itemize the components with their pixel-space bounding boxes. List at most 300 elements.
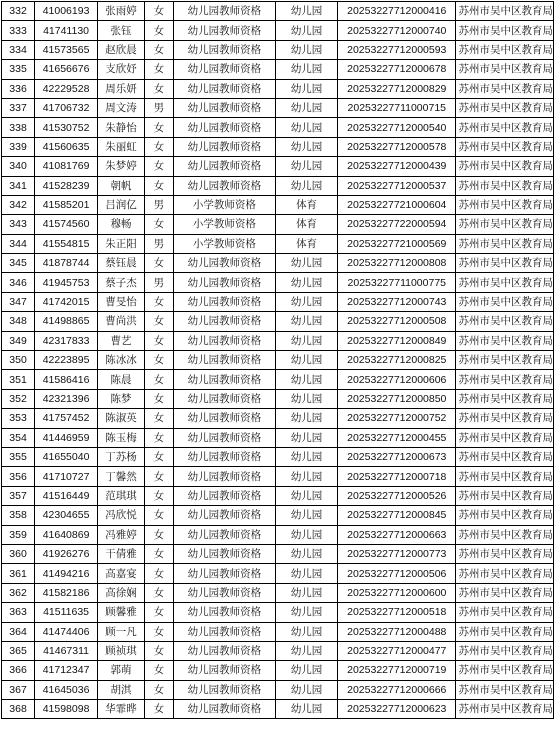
gender-cell: 女 bbox=[145, 486, 174, 505]
gender-cell: 女 bbox=[145, 137, 174, 156]
name-cell: 朱正阳 bbox=[98, 234, 145, 253]
gender-cell: 女 bbox=[145, 215, 174, 234]
exam-id-cell: 41586416 bbox=[35, 370, 98, 389]
row-number-cell: 335 bbox=[2, 60, 35, 79]
name-cell: 陈梦 bbox=[98, 389, 145, 408]
certificate-number-cell: 20253227721000604 bbox=[338, 195, 456, 214]
issuing-authority-cell: 苏州市吴中区教育局 bbox=[456, 98, 554, 117]
name-cell: 华霏晔 bbox=[98, 700, 145, 719]
row-number-cell: 364 bbox=[2, 622, 35, 641]
gender-cell: 男 bbox=[145, 195, 174, 214]
row-number-cell: 346 bbox=[2, 273, 35, 292]
certificate-number-cell: 20253227712000606 bbox=[338, 370, 456, 389]
gender-cell: 女 bbox=[145, 118, 174, 137]
table-body bbox=[2, 2, 554, 719]
table-row bbox=[2, 273, 554, 292]
exam-id-cell: 41516449 bbox=[35, 486, 98, 505]
exam-id-cell: 41006193 bbox=[35, 2, 98, 21]
exam-id-cell: 41554815 bbox=[35, 234, 98, 253]
row-number-cell: 356 bbox=[2, 467, 35, 486]
row-number-cell: 366 bbox=[2, 661, 35, 680]
table-row bbox=[2, 486, 554, 505]
row-number-cell: 339 bbox=[2, 137, 35, 156]
name-cell: 朱梦婷 bbox=[98, 157, 145, 176]
certificate-number-cell: 20253227712000719 bbox=[338, 661, 456, 680]
name-cell: 朱丽虹 bbox=[98, 137, 145, 156]
subject-cell: 幼儿园 bbox=[276, 273, 338, 292]
gender-cell: 女 bbox=[145, 40, 174, 59]
certificate-number-cell: 20253227712000743 bbox=[338, 292, 456, 311]
row-number-cell: 343 bbox=[2, 215, 35, 234]
certificate-number-cell: 20253227712000506 bbox=[338, 564, 456, 583]
table-row bbox=[2, 137, 554, 156]
certificate-type-cell: 幼儿园教师资格 bbox=[173, 2, 275, 21]
subject-cell: 幼儿园 bbox=[276, 331, 338, 350]
row-number-cell: 350 bbox=[2, 351, 35, 370]
table-row bbox=[2, 2, 554, 21]
certificate-type-cell: 幼儿园教师资格 bbox=[173, 428, 275, 447]
name-cell: 蔡子杰 bbox=[98, 273, 145, 292]
name-cell: 周乐妍 bbox=[98, 79, 145, 98]
certificate-number-cell: 20253227712000673 bbox=[338, 447, 456, 466]
exam-id-cell: 42304655 bbox=[35, 506, 98, 525]
name-cell: 顾馨雅 bbox=[98, 603, 145, 622]
row-number-cell: 336 bbox=[2, 79, 35, 98]
certificate-table bbox=[1, 1, 554, 719]
table-row bbox=[2, 60, 554, 79]
certificate-number-cell: 20253227712000740 bbox=[338, 21, 456, 40]
certificate-number-cell: 20253227712000718 bbox=[338, 467, 456, 486]
issuing-authority-cell: 苏州市吴中区教育局 bbox=[456, 370, 554, 389]
subject-cell: 幼儿园 bbox=[276, 389, 338, 408]
row-number-cell: 344 bbox=[2, 234, 35, 253]
gender-cell: 女 bbox=[145, 603, 174, 622]
row-number-cell: 365 bbox=[2, 641, 35, 660]
row-number-cell: 358 bbox=[2, 506, 35, 525]
exam-id-cell: 41710727 bbox=[35, 467, 98, 486]
exam-id-cell: 41656676 bbox=[35, 60, 98, 79]
gender-cell: 女 bbox=[145, 428, 174, 447]
issuing-authority-cell: 苏州市吴中区教育局 bbox=[456, 467, 554, 486]
table-row bbox=[2, 564, 554, 583]
table-row bbox=[2, 98, 554, 117]
subject-cell: 幼儿园 bbox=[276, 506, 338, 525]
issuing-authority-cell: 苏州市吴中区教育局 bbox=[456, 583, 554, 602]
certificate-number-cell: 20253227712000416 bbox=[338, 2, 456, 21]
gender-cell: 女 bbox=[145, 79, 174, 98]
table-row bbox=[2, 661, 554, 680]
table-row bbox=[2, 622, 554, 641]
table-row bbox=[2, 447, 554, 466]
gender-cell: 女 bbox=[145, 544, 174, 563]
exam-id-cell: 41081769 bbox=[35, 157, 98, 176]
certificate-number-cell: 20253227722000594 bbox=[338, 215, 456, 234]
certificate-type-cell: 幼儿园教师资格 bbox=[173, 641, 275, 660]
exam-id-cell: 41446959 bbox=[35, 428, 98, 447]
table-row bbox=[2, 157, 554, 176]
table-row bbox=[2, 544, 554, 563]
name-cell: 高嘉宴 bbox=[98, 564, 145, 583]
certificate-type-cell: 幼儿园教师资格 bbox=[173, 40, 275, 59]
subject-cell: 幼儿园 bbox=[276, 583, 338, 602]
row-number-cell: 355 bbox=[2, 447, 35, 466]
subject-cell: 幼儿园 bbox=[276, 467, 338, 486]
certificate-number-cell: 20253227712000829 bbox=[338, 79, 456, 98]
name-cell: 干倩雅 bbox=[98, 544, 145, 563]
certificate-number-cell: 20253227712000600 bbox=[338, 583, 456, 602]
row-number-cell: 352 bbox=[2, 389, 35, 408]
table-row bbox=[2, 603, 554, 622]
exam-id-cell: 41560635 bbox=[35, 137, 98, 156]
row-number-cell: 340 bbox=[2, 157, 35, 176]
subject-cell: 幼儿园 bbox=[276, 79, 338, 98]
certificate-number-cell: 20253227712000508 bbox=[338, 312, 456, 331]
certificate-type-cell: 幼儿园教师资格 bbox=[173, 157, 275, 176]
name-cell: 周文涛 bbox=[98, 98, 145, 117]
name-cell: 胡淇 bbox=[98, 680, 145, 699]
certificate-type-cell: 幼儿园教师资格 bbox=[173, 98, 275, 117]
exam-id-cell: 41706732 bbox=[35, 98, 98, 117]
certificate-type-cell: 幼儿园教师资格 bbox=[173, 661, 275, 680]
subject-cell: 幼儿园 bbox=[276, 312, 338, 331]
certificate-number-cell: 20253227712000850 bbox=[338, 389, 456, 408]
name-cell: 冯雅婷 bbox=[98, 525, 145, 544]
exam-id-cell: 41645036 bbox=[35, 680, 98, 699]
subject-cell: 幼儿园 bbox=[276, 700, 338, 719]
issuing-authority-cell: 苏州市吴中区教育局 bbox=[456, 79, 554, 98]
table-row bbox=[2, 254, 554, 273]
certificate-number-cell: 20253227712000518 bbox=[338, 603, 456, 622]
subject-cell: 幼儿园 bbox=[276, 680, 338, 699]
certificate-type-cell: 幼儿园教师资格 bbox=[173, 389, 275, 408]
exam-id-cell: 41573565 bbox=[35, 40, 98, 59]
name-cell: 陈玉梅 bbox=[98, 428, 145, 447]
exam-id-cell: 41528239 bbox=[35, 176, 98, 195]
row-number-cell: 368 bbox=[2, 700, 35, 719]
issuing-authority-cell: 苏州市吴中区教育局 bbox=[456, 21, 554, 40]
issuing-authority-cell: 苏州市吴中区教育局 bbox=[456, 292, 554, 311]
table-row bbox=[2, 506, 554, 525]
gender-cell: 女 bbox=[145, 254, 174, 273]
name-cell: 朱静怡 bbox=[98, 118, 145, 137]
subject-cell: 幼儿园 bbox=[276, 157, 338, 176]
certificate-number-cell: 20253227711000775 bbox=[338, 273, 456, 292]
gender-cell: 女 bbox=[145, 622, 174, 641]
certificate-number-cell: 20253227712000488 bbox=[338, 622, 456, 641]
gender-cell: 女 bbox=[145, 370, 174, 389]
certificate-type-cell: 幼儿园教师资格 bbox=[173, 292, 275, 311]
subject-cell: 幼儿园 bbox=[276, 176, 338, 195]
issuing-authority-cell: 苏州市吴中区教育局 bbox=[456, 603, 554, 622]
exam-id-cell: 42223895 bbox=[35, 351, 98, 370]
exam-id-cell: 41741130 bbox=[35, 21, 98, 40]
issuing-authority-cell: 苏州市吴中区教育局 bbox=[456, 195, 554, 214]
certificate-number-cell: 20253227712000849 bbox=[338, 331, 456, 350]
row-number-cell: 362 bbox=[2, 583, 35, 602]
issuing-authority-cell: 苏州市吴中区教育局 bbox=[456, 622, 554, 641]
table-row bbox=[2, 467, 554, 486]
gender-cell: 男 bbox=[145, 273, 174, 292]
row-number-cell: 357 bbox=[2, 486, 35, 505]
name-cell: 曹尚洪 bbox=[98, 312, 145, 331]
certificate-type-cell: 小学教师资格 bbox=[173, 195, 275, 214]
name-cell: 支欣妤 bbox=[98, 60, 145, 79]
exam-id-cell: 41742015 bbox=[35, 292, 98, 311]
issuing-authority-cell: 苏州市吴中区教育局 bbox=[456, 215, 554, 234]
table-row bbox=[2, 331, 554, 350]
name-cell: 曹艺 bbox=[98, 331, 145, 350]
row-number-cell: 359 bbox=[2, 525, 35, 544]
certificate-type-cell: 幼儿园教师资格 bbox=[173, 331, 275, 350]
name-cell: 蔡钰晨 bbox=[98, 254, 145, 273]
table-row bbox=[2, 525, 554, 544]
exam-id-cell: 41598098 bbox=[35, 700, 98, 719]
exam-id-cell: 41467311 bbox=[35, 641, 98, 660]
gender-cell: 女 bbox=[145, 467, 174, 486]
certificate-type-cell: 幼儿园教师资格 bbox=[173, 137, 275, 156]
gender-cell: 女 bbox=[145, 525, 174, 544]
issuing-authority-cell: 苏州市吴中区教育局 bbox=[456, 312, 554, 331]
issuing-authority-cell: 苏州市吴中区教育局 bbox=[456, 564, 554, 583]
gender-cell: 女 bbox=[145, 447, 174, 466]
exam-id-cell: 41926276 bbox=[35, 544, 98, 563]
issuing-authority-cell: 苏州市吴中区教育局 bbox=[456, 40, 554, 59]
issuing-authority-cell: 苏州市吴中区教育局 bbox=[456, 506, 554, 525]
gender-cell: 女 bbox=[145, 564, 174, 583]
subject-cell: 幼儿园 bbox=[276, 118, 338, 137]
table-row bbox=[2, 370, 554, 389]
issuing-authority-cell: 苏州市吴中区教育局 bbox=[456, 351, 554, 370]
row-number-cell: 337 bbox=[2, 98, 35, 117]
table-row bbox=[2, 312, 554, 331]
row-number-cell: 332 bbox=[2, 2, 35, 21]
certificate-number-cell: 20253227712000773 bbox=[338, 544, 456, 563]
name-cell: 朝帆 bbox=[98, 176, 145, 195]
issuing-authority-cell: 苏州市吴中区教育局 bbox=[456, 700, 554, 719]
table-row bbox=[2, 641, 554, 660]
certificate-type-cell: 幼儿园教师资格 bbox=[173, 486, 275, 505]
name-cell: 郭萌 bbox=[98, 661, 145, 680]
subject-cell: 幼儿园 bbox=[276, 137, 338, 156]
issuing-authority-cell: 苏州市吴中区教育局 bbox=[456, 137, 554, 156]
row-number-cell: 351 bbox=[2, 370, 35, 389]
certificate-type-cell: 幼儿园教师资格 bbox=[173, 525, 275, 544]
gender-cell: 女 bbox=[145, 351, 174, 370]
issuing-authority-cell: 苏州市吴中区教育局 bbox=[456, 680, 554, 699]
certificate-number-cell: 20253227712000540 bbox=[338, 118, 456, 137]
exam-id-cell: 41712347 bbox=[35, 661, 98, 680]
certificate-number-cell: 20253227712000752 bbox=[338, 409, 456, 428]
row-number-cell: 334 bbox=[2, 40, 35, 59]
gender-cell: 女 bbox=[145, 661, 174, 680]
subject-cell: 幼儿园 bbox=[276, 370, 338, 389]
name-cell: 赵欣晨 bbox=[98, 40, 145, 59]
row-number-cell: 338 bbox=[2, 118, 35, 137]
issuing-authority-cell: 苏州市吴中区教育局 bbox=[456, 661, 554, 680]
subject-cell: 幼儿园 bbox=[276, 254, 338, 273]
certificate-number-cell: 20253227712000663 bbox=[338, 525, 456, 544]
certificate-type-cell: 幼儿园教师资格 bbox=[173, 544, 275, 563]
issuing-authority-cell: 苏州市吴中区教育局 bbox=[456, 234, 554, 253]
gender-cell: 女 bbox=[145, 60, 174, 79]
table-row bbox=[2, 351, 554, 370]
certificate-type-cell: 幼儿园教师资格 bbox=[173, 467, 275, 486]
table-row bbox=[2, 118, 554, 137]
name-cell: 张钰 bbox=[98, 21, 145, 40]
table-row bbox=[2, 215, 554, 234]
issuing-authority-cell: 苏州市吴中区教育局 bbox=[456, 447, 554, 466]
name-cell: 张雨婷 bbox=[98, 2, 145, 21]
row-number-cell: 342 bbox=[2, 195, 35, 214]
exam-id-cell: 41640869 bbox=[35, 525, 98, 544]
subject-cell: 幼儿园 bbox=[276, 21, 338, 40]
exam-id-cell: 41878744 bbox=[35, 254, 98, 273]
exam-id-cell: 41582186 bbox=[35, 583, 98, 602]
certificate-type-cell: 小学教师资格 bbox=[173, 234, 275, 253]
name-cell: 曹旻怡 bbox=[98, 292, 145, 311]
row-number-cell: 363 bbox=[2, 603, 35, 622]
table-row bbox=[2, 21, 554, 40]
issuing-authority-cell: 苏州市吴中区教育局 bbox=[456, 118, 554, 137]
table-row bbox=[2, 409, 554, 428]
certificate-type-cell: 幼儿园教师资格 bbox=[173, 370, 275, 389]
table-row bbox=[2, 79, 554, 98]
issuing-authority-cell: 苏州市吴中区教育局 bbox=[456, 331, 554, 350]
name-cell: 高徐娴 bbox=[98, 583, 145, 602]
exam-id-cell: 41585201 bbox=[35, 195, 98, 214]
certificate-number-cell: 20253227712000666 bbox=[338, 680, 456, 699]
gender-cell: 女 bbox=[145, 21, 174, 40]
table-row bbox=[2, 680, 554, 699]
gender-cell: 女 bbox=[145, 641, 174, 660]
subject-cell: 幼儿园 bbox=[276, 661, 338, 680]
subject-cell: 幼儿园 bbox=[276, 525, 338, 544]
issuing-authority-cell: 苏州市吴中区教育局 bbox=[456, 60, 554, 79]
gender-cell: 女 bbox=[145, 583, 174, 602]
exam-id-cell: 41757452 bbox=[35, 409, 98, 428]
subject-cell: 幼儿园 bbox=[276, 2, 338, 21]
name-cell: 丁馨然 bbox=[98, 467, 145, 486]
subject-cell: 幼儿园 bbox=[276, 292, 338, 311]
name-cell: 丁苏杨 bbox=[98, 447, 145, 466]
subject-cell: 体育 bbox=[276, 195, 338, 214]
name-cell: 陈晨 bbox=[98, 370, 145, 389]
row-number-cell: 353 bbox=[2, 409, 35, 428]
certificate-type-cell: 幼儿园教师资格 bbox=[173, 254, 275, 273]
certificate-type-cell: 幼儿园教师资格 bbox=[173, 312, 275, 331]
subject-cell: 幼儿园 bbox=[276, 351, 338, 370]
gender-cell: 女 bbox=[145, 389, 174, 408]
certificate-number-cell: 20253227712000455 bbox=[338, 428, 456, 447]
issuing-authority-cell: 苏州市吴中区教育局 bbox=[456, 641, 554, 660]
certificate-number-cell: 20253227712000845 bbox=[338, 506, 456, 525]
issuing-authority-cell: 苏州市吴中区教育局 bbox=[456, 2, 554, 21]
gender-cell: 女 bbox=[145, 680, 174, 699]
table-row bbox=[2, 195, 554, 214]
table-row bbox=[2, 389, 554, 408]
issuing-authority-cell: 苏州市吴中区教育局 bbox=[456, 428, 554, 447]
gender-cell: 女 bbox=[145, 331, 174, 350]
certificate-type-cell: 幼儿园教师资格 bbox=[173, 409, 275, 428]
exam-id-cell: 41498865 bbox=[35, 312, 98, 331]
row-number-cell: 348 bbox=[2, 312, 35, 331]
page bbox=[1, 1, 554, 719]
subject-cell: 幼儿园 bbox=[276, 603, 338, 622]
certificate-number-cell: 20253227712000623 bbox=[338, 700, 456, 719]
gender-cell: 女 bbox=[145, 506, 174, 525]
exam-id-cell: 41574560 bbox=[35, 215, 98, 234]
subject-cell: 幼儿园 bbox=[276, 641, 338, 660]
exam-id-cell: 41494216 bbox=[35, 564, 98, 583]
certificate-type-cell: 幼儿园教师资格 bbox=[173, 351, 275, 370]
table-row bbox=[2, 583, 554, 602]
exam-id-cell: 41474406 bbox=[35, 622, 98, 641]
row-number-cell: 341 bbox=[2, 176, 35, 195]
certificate-type-cell: 幼儿园教师资格 bbox=[173, 622, 275, 641]
name-cell: 吕润亿 bbox=[98, 195, 145, 214]
certificate-type-cell: 幼儿园教师资格 bbox=[173, 447, 275, 466]
subject-cell: 体育 bbox=[276, 234, 338, 253]
certificate-type-cell: 幼儿园教师资格 bbox=[173, 273, 275, 292]
row-number-cell: 367 bbox=[2, 680, 35, 699]
certificate-number-cell: 20253227712000477 bbox=[338, 641, 456, 660]
certificate-type-cell: 幼儿园教师资格 bbox=[173, 564, 275, 583]
table-row bbox=[2, 292, 554, 311]
name-cell: 陈冰冰 bbox=[98, 351, 145, 370]
certificate-number-cell: 20253227712000593 bbox=[338, 40, 456, 59]
exam-id-cell: 41655040 bbox=[35, 447, 98, 466]
table-row bbox=[2, 40, 554, 59]
certificate-type-cell: 幼儿园教师资格 bbox=[173, 700, 275, 719]
name-cell: 顾祯琪 bbox=[98, 641, 145, 660]
gender-cell: 女 bbox=[145, 409, 174, 428]
gender-cell: 女 bbox=[145, 157, 174, 176]
gender-cell: 女 bbox=[145, 700, 174, 719]
name-cell: 穆畅 bbox=[98, 215, 145, 234]
subject-cell: 幼儿园 bbox=[276, 98, 338, 117]
row-number-cell: 360 bbox=[2, 544, 35, 563]
certificate-number-cell: 20253227712000526 bbox=[338, 486, 456, 505]
subject-cell: 体育 bbox=[276, 215, 338, 234]
certificate-type-cell: 幼儿园教师资格 bbox=[173, 79, 275, 98]
certificate-type-cell: 小学教师资格 bbox=[173, 215, 275, 234]
gender-cell: 女 bbox=[145, 2, 174, 21]
certificate-type-cell: 幼儿园教师资格 bbox=[173, 21, 275, 40]
certificate-number-cell: 20253227712000808 bbox=[338, 254, 456, 273]
issuing-authority-cell: 苏州市吴中区教育局 bbox=[456, 273, 554, 292]
certificate-type-cell: 幼儿园教师资格 bbox=[173, 680, 275, 699]
exam-id-cell: 42229528 bbox=[35, 79, 98, 98]
row-number-cell: 354 bbox=[2, 428, 35, 447]
certificate-number-cell: 20253227721000569 bbox=[338, 234, 456, 253]
subject-cell: 幼儿园 bbox=[276, 447, 338, 466]
certificate-number-cell: 20253227712000578 bbox=[338, 137, 456, 156]
issuing-authority-cell: 苏州市吴中区教育局 bbox=[456, 157, 554, 176]
table-row bbox=[2, 176, 554, 195]
subject-cell: 幼儿园 bbox=[276, 544, 338, 563]
certificate-number-cell: 20253227712000678 bbox=[338, 60, 456, 79]
gender-cell: 女 bbox=[145, 292, 174, 311]
certificate-type-cell: 幼儿园教师资格 bbox=[173, 603, 275, 622]
subject-cell: 幼儿园 bbox=[276, 428, 338, 447]
table-row bbox=[2, 428, 554, 447]
certificate-number-cell: 20253227711000715 bbox=[338, 98, 456, 117]
certificate-type-cell: 幼儿园教师资格 bbox=[173, 176, 275, 195]
certificate-type-cell: 幼儿园教师资格 bbox=[173, 60, 275, 79]
row-number-cell: 349 bbox=[2, 331, 35, 350]
exam-id-cell: 41530752 bbox=[35, 118, 98, 137]
issuing-authority-cell: 苏州市吴中区教育局 bbox=[456, 525, 554, 544]
